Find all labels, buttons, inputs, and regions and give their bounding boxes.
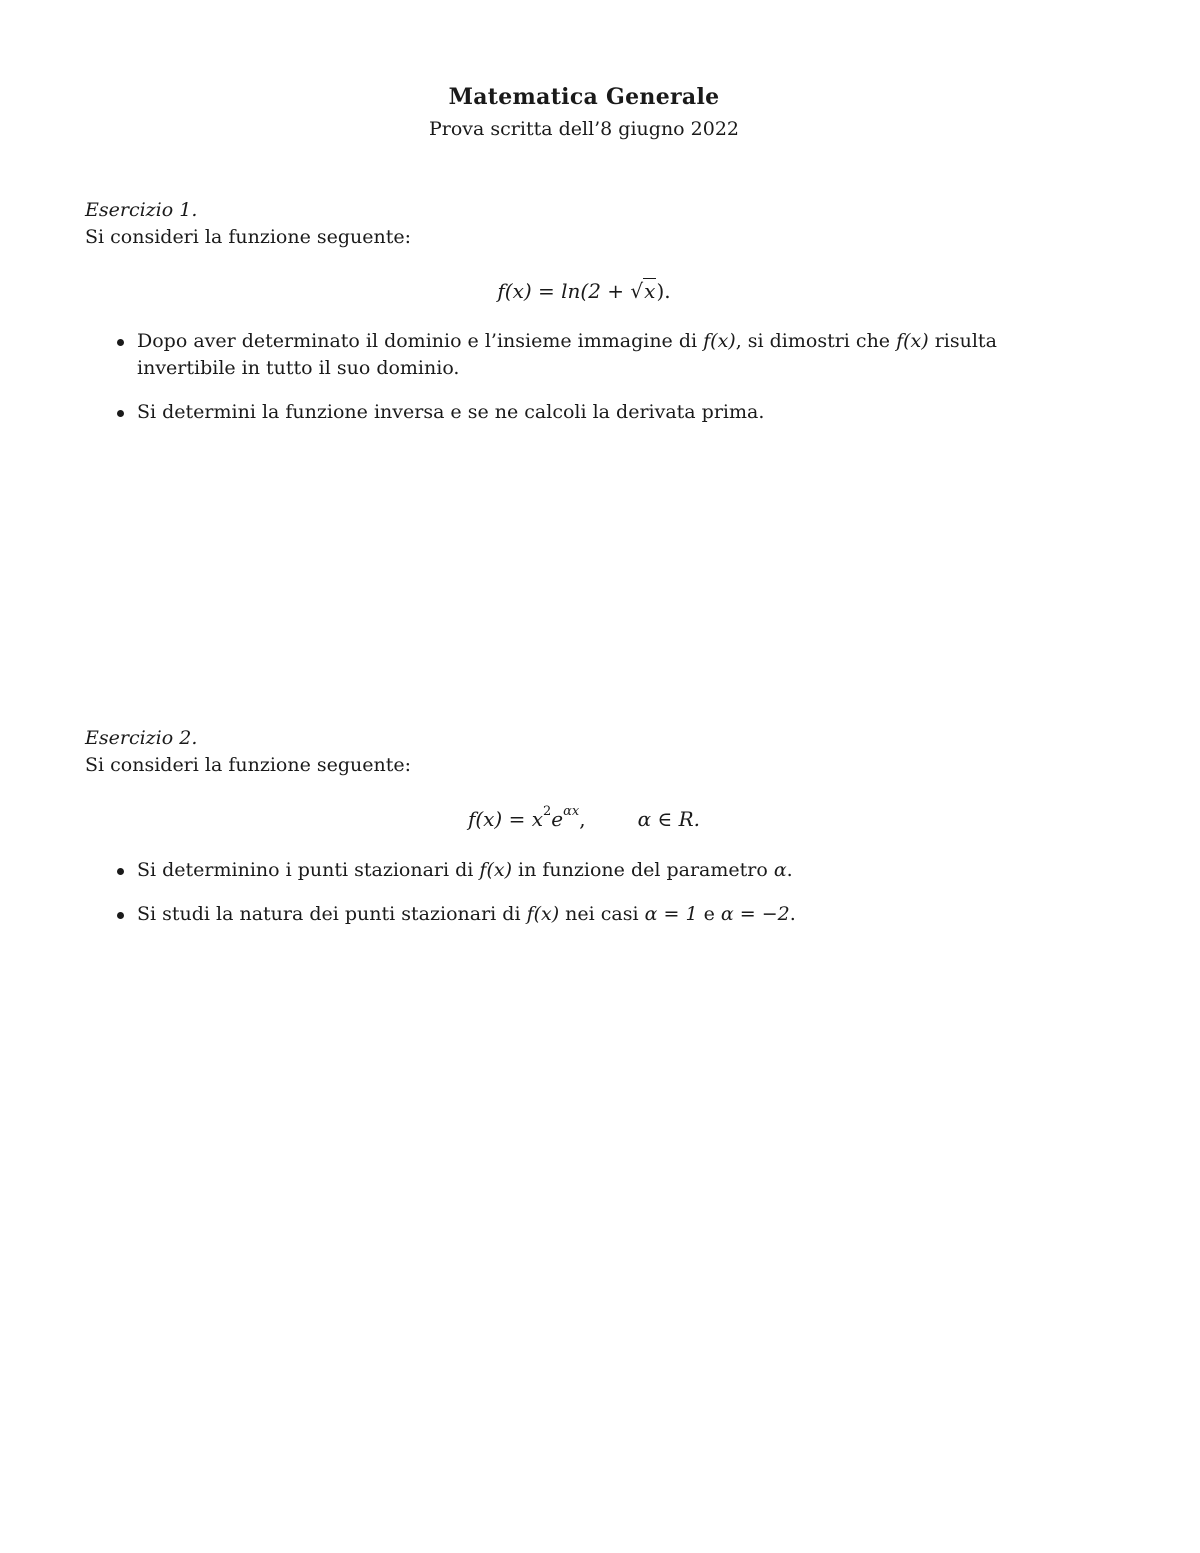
bullet-math: α = 1 — [644, 903, 698, 925]
bullet-icon — [117, 868, 124, 875]
exercise-2-heading: Esercizio 2. — [85, 727, 198, 749]
document-subtitle: Prova scritta dell’8 giugno 2022 — [428, 118, 740, 140]
bullet-math: f(x) — [896, 330, 929, 352]
formula-2-exponent: αx — [563, 804, 580, 820]
exercise-2-bullet-list — [115, 857, 1095, 945]
bullet-text: . — [786, 859, 793, 881]
bullet-text: Si determinino i punti stazionari di — [137, 859, 480, 881]
bullet-math: f(x) — [703, 330, 736, 352]
bullet-text: . — [789, 903, 796, 925]
bullet-math: f(x) — [479, 859, 512, 881]
bullet-icon — [117, 410, 124, 417]
bullet-math: f(x) — [526, 903, 560, 925]
bullet-text: Si studi la natura dei punti stazionari di — [137, 903, 527, 925]
exercise-1-bullet-list — [115, 328, 1095, 443]
bullet-icon — [117, 912, 124, 919]
bullet-text: nei casi — [559, 903, 645, 925]
formula-2-parameter: α ∈ R. — [637, 807, 701, 831]
exercise-2-intro: Si consideri la funzione seguente: — [85, 754, 412, 776]
list-item — [115, 328, 1095, 382]
exercise-1-heading: Esercizio 1. — [85, 199, 198, 221]
formula-2-lhs: f(x) = x — [467, 807, 543, 831]
bullet-text: e — [697, 903, 721, 925]
bullet-text: in funzione del parametro — [512, 859, 774, 881]
formula-1-rhs: ). — [656, 279, 671, 303]
formula-1-lhs: f(x) = ln(2 + — [497, 279, 631, 303]
list-item — [115, 901, 1095, 928]
square-root — [630, 279, 656, 303]
formula-2-comma: , — [579, 807, 586, 831]
document-title: Matematica Generale — [448, 84, 720, 110]
formula-2-base: e — [551, 807, 564, 831]
bullet-text: risulta invertibile in tutto il suo dominio. — [137, 330, 997, 379]
list-item — [115, 857, 1095, 884]
bullet-math: α — [773, 859, 787, 881]
bullet-math: α = −2 — [720, 903, 790, 925]
list-item — [115, 399, 1095, 426]
bullet-icon — [117, 339, 124, 346]
formula-2-exponent: 2 — [542, 804, 552, 820]
sqrt-symbol: √ — [630, 279, 644, 303]
sqrt-argument: x — [644, 279, 656, 303]
exercise-2-formula — [0, 804, 1168, 831]
bullet-text: , si dimostri che — [735, 330, 897, 352]
bullet-text: Si determini la funzione inversa e se ne calcoli la derivata prima. — [137, 401, 765, 423]
exercise-1-formula — [0, 279, 1168, 303]
bullet-text: Dopo aver determinato il dominio e l’insieme immagine di — [137, 330, 704, 352]
exercise-1-intro: Si consideri la funzione seguente: — [85, 226, 412, 248]
